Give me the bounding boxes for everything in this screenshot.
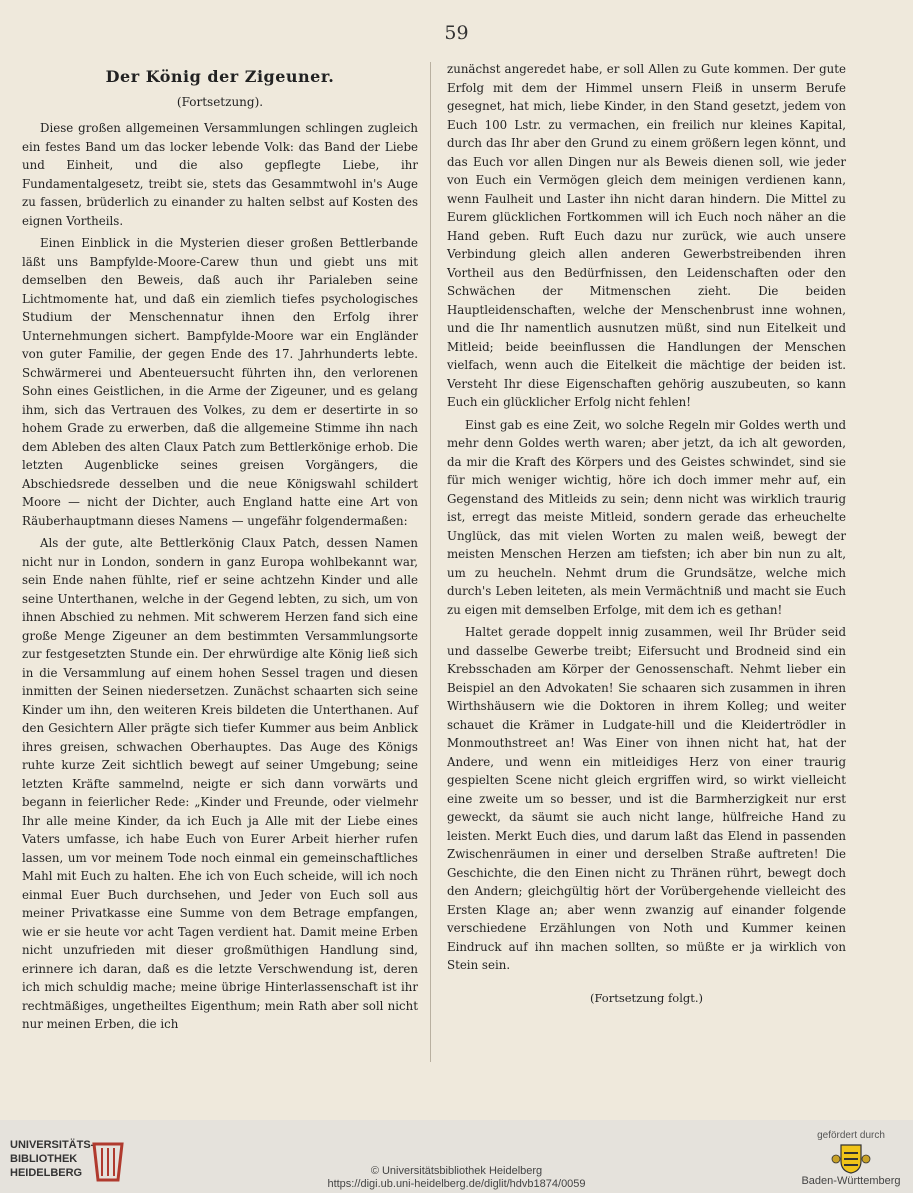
copyright-notice bbox=[0, 1165, 913, 1191]
library-line: UNIVERSITÄTS- bbox=[10, 1139, 95, 1151]
column-divider bbox=[430, 62, 431, 1062]
library-line: BIBLIOTHEK bbox=[10, 1153, 78, 1165]
paragraph: zunächst angeredet habe, er soll Allen zu Gute kommen. Der gute Erfolg mit dem der Himmel unsern Fleiß in unserm Berufe gesegnet, hat mich, liebe Kinder, in den Stand gesetzt, jedem von Euch 100 Lstr. zu vermachen, ein freilich nur kleines Kapital, durch das Ihr aber den Grund zu einem größern legen könnt, und das Euch vor allen Dingen nur als Beweis dienen soll, wie jeder von Euch ein Vermögen gleich dem meinigen verdienen kann, wenn Faulheit und Laster ihn nicht daran hindern. Die Mittel zu Eurem glücklichen Fortkommen will ich Euch noch näher an die Hand geben. Ruft Euch dazu nur zurück, wie auch unsere Verbindung gleich allen anderen Gewerbstreibenden ihren Vortheil aus den Bedürfnissen, den Leidenschaften oder den Schwächen der Mitmenschen zieht. Die beiden Hauptleidenschaften, welche der Menschenbrust inne wohnen, und die Ihr namentlich ausnutzen müßt, sind nun Eitelkeit und Mitleid; beide beeinflussen die Handlungen der Menschen vielfach, wenn auch die Eitelkeit die mächtige der beiden ist. Versteht Ihr diese Eigenschaften gehörig auszubeuten, so kann Euch ein glücklicher Erfolg nicht fehlen! bbox=[447, 62, 846, 409]
article-title: Der König der Zigeuner. bbox=[105, 67, 335, 86]
page-number: 59 bbox=[444, 22, 469, 44]
continued-note: (Fortsetzung folgt.) bbox=[589, 990, 704, 1005]
sponsor-label: gefördert durch bbox=[817, 1130, 885, 1141]
paragraph: Als der gute, alte Bettlerkönig Claux Patch, dessen Namen nicht nur in London, sondern in ganz Europa wohlbekannt war, sein Ende nahen fühlte, rief er seine achtzehn Kinder und alle seine Unterthanen, welche in der Gegend lebten, zu sich, um von ihnen Abschied zu nehmen. Mit schwerem Herzen fand sich eine große Menge Zigeuner an dem bestimmten Versammlungsorte zur festgesetzten Stunde ein. Der ehrwürdige alte König ließ sich in die Versammlung auf einem hohen Sessel tragen und diesen inmitten der Seinen niedersetzen. Zunächst schaarten sich seine Kinder um ihn, den weiteren Kreis bildeten die Unterthanen. Auf den Gesichtern Aller prägte sich tiefer Kummer aus beim Anblick ihres greisen, schwachen Oberhauptes. Das Auge des Königs ruhte kurze Zeit sichtlich bewegt auf seiner Umgebung; seine letzten Kräfte sammelnd, neigte er sich dann vorwärts und begann in feierlicher Rede: „Kinder und Freunde, oder vielmehr Ihr alle meine Kinder, da ich Euch ja Alle mit der Liebe eines Vaters umfasse, ich habe Euch von Eurer Arbeit hierher rufen lassen, um vor meinem Tode noch einmal ein gemeinschaftliches Mahl mit Euch zu halten. Ehe ich von Euch scheide, will ich noch einmal Euer Buch durchsehen, und Jeder von Euch soll aus meiner Privatkasse eine Summe von dem Betrage empfangen, wie er sie heute vor acht Tagen verdient hat. Damit meine Erben nicht unzufrieden mit dieser großmüthigen Handlung sind, erinnere ich daran, daß es die letzte Verschwendung ist, deren ich mich schuldig mache; meine übrige Hinterlassenschaft ist ihr rechtmäßiges, ungetheiltes Eigenthum; mein Rath aber soll nicht nur meinen Erben, die ich bbox=[22, 536, 418, 1031]
copyright-text: © Universitätsbibliothek Heidelberg bbox=[370, 1165, 543, 1177]
article-subtitle: (Fortsetzung). bbox=[176, 94, 264, 109]
library-line: HEIDELBERG bbox=[10, 1167, 83, 1179]
state-crest-icon bbox=[831, 1143, 871, 1175]
paragraph: Haltet gerade doppelt innig zusammen, weil Ihr Brüder seid und dasselbe Gewerbe treibt; Eifersucht und Brodneid sind ein Krebsschaden am Körper der Genossenschaft. Nehmt lieber ein Beispiel an den Advokaten! Sie schaaren sich zusammen in ihren Wirthshäusern wie die Doktoren in ihrem Kolleg; und weiter schauet die Krämer in Ludgate-hill und die Kleidertrödler in Monmouthstreet an! Was Einer von ihnen nicht hat, hat der Andere, und wenn ein mitleidiges Herz von einer traurig gespielten Scene nicht gleich ergriffen wird, so wirkt vielleicht eine zweite um so besser, und ist die Barmherzigkeit nur erst geweckt, da säumt sie auch nicht lange, hülfreiche Hand zu leisten. Merkt Euch dies, und darum laßt das Elend in passenden Zwischenräumen in einer und derselben Straße auftreten! Die Geschichte, die den Einen nicht zu Thränen rührt, bewegt doch den Andern; gleichgültig hört der Vorübergehende vielleicht des Ersten Klage an; aber wenn zwanzig auf einander folgende verschiedene Erzählungen von Noth und Kummer keinen Eindruck auf ihn machen sollten, so müßte er ja wirklich von Stein sein. bbox=[447, 625, 846, 972]
sponsor-name: Baden-Württemberg bbox=[801, 1175, 901, 1187]
paragraph: Einst gab es eine Zeit, wo solche Regeln mir Goldes werth und mehr denn Goldes werth waren; aber jetzt, da ich alt geworden, da mir die Kraft des Körpers und des Geistes schwindet, sind sie für mich weniger wichtig, höre ich doch immer mehr auf, ein Gegenstand des Mitleids zu sein; denn nicht was wirklich traurig ist, erregt das meiste Mitleid, sondern gerade das erheuchelte Unglück, das mit vielen Worten zu malen weiß, bewegt der meisten Menschen Herzen am tiefsten; ich aber bin nun zu alt, um zu heucheln. Nehmt drum die Grundsätze, welche mich durch's Leben leiteten, als mein Vermächtniß und macht sie Euch zu eigen mit demselben Erfolge, mit dem ich es gethan! bbox=[447, 417, 846, 617]
footer-bar bbox=[0, 1120, 913, 1193]
paragraph: Einen Einblick in die Mysterien dieser großen Bettlerbande läßt uns Bampfylde-Moore-Carew thun und giebt uns mit demselben den Beweis, daß auch ihr Parialeben seine Lichtmomente hat, und daß ein ziemlich tiefes psychologisches Studium der Menschennatur ihnen den Erfolg ihrer Unternehmungen sichert. Bampfylde-Moore war ein Engländer von guter Familie, der gegen Ende des 17. Jahrhunderts lebte. Schwärmerei und Abenteuersucht führten ihn, den verlorenen Sohn eines Geistlichen, in die Arme der Zigeuner, und es gelang ihm, sich das Vertrauen des Volkes, zu dem er desertirte in so hohem Grade zu erwerben, daß die allgemeine Stimme ihn nach dem Ableben des alten Claux Patch zum Bettlerkönige erhob. Die letzten Augenblicke seines greisen Vorgängers, die Abschiedsrede desselben und die neue Königswahl schildert Moore — nicht der Dichter, auch England hatte eine Art von Räuberhauptmann dieses Namens — ungefähr folgendermaßen: bbox=[22, 236, 418, 528]
right-column bbox=[447, 60, 846, 1007]
paragraph: Diese großen allgemeinen Versammlungen schlingen zugleich ein festes Band um das locker lebende Volk: das Band der Liebe und Einheit, und die also gepflegte Liebe, ihr Fundamentalgesetz, treibt sie, stets das Gesammtwohl in's Auge zu fassen, brüderlich zu einander zu halten selbst auf Kosten des eignen Vortheils. bbox=[22, 121, 418, 228]
left-column bbox=[22, 60, 418, 1038]
sponsor-block bbox=[801, 1130, 901, 1187]
source-url[interactable]: https://digi.ub.uni-heidelberg.de/diglit/hdvb1874/0059 bbox=[327, 1178, 586, 1190]
